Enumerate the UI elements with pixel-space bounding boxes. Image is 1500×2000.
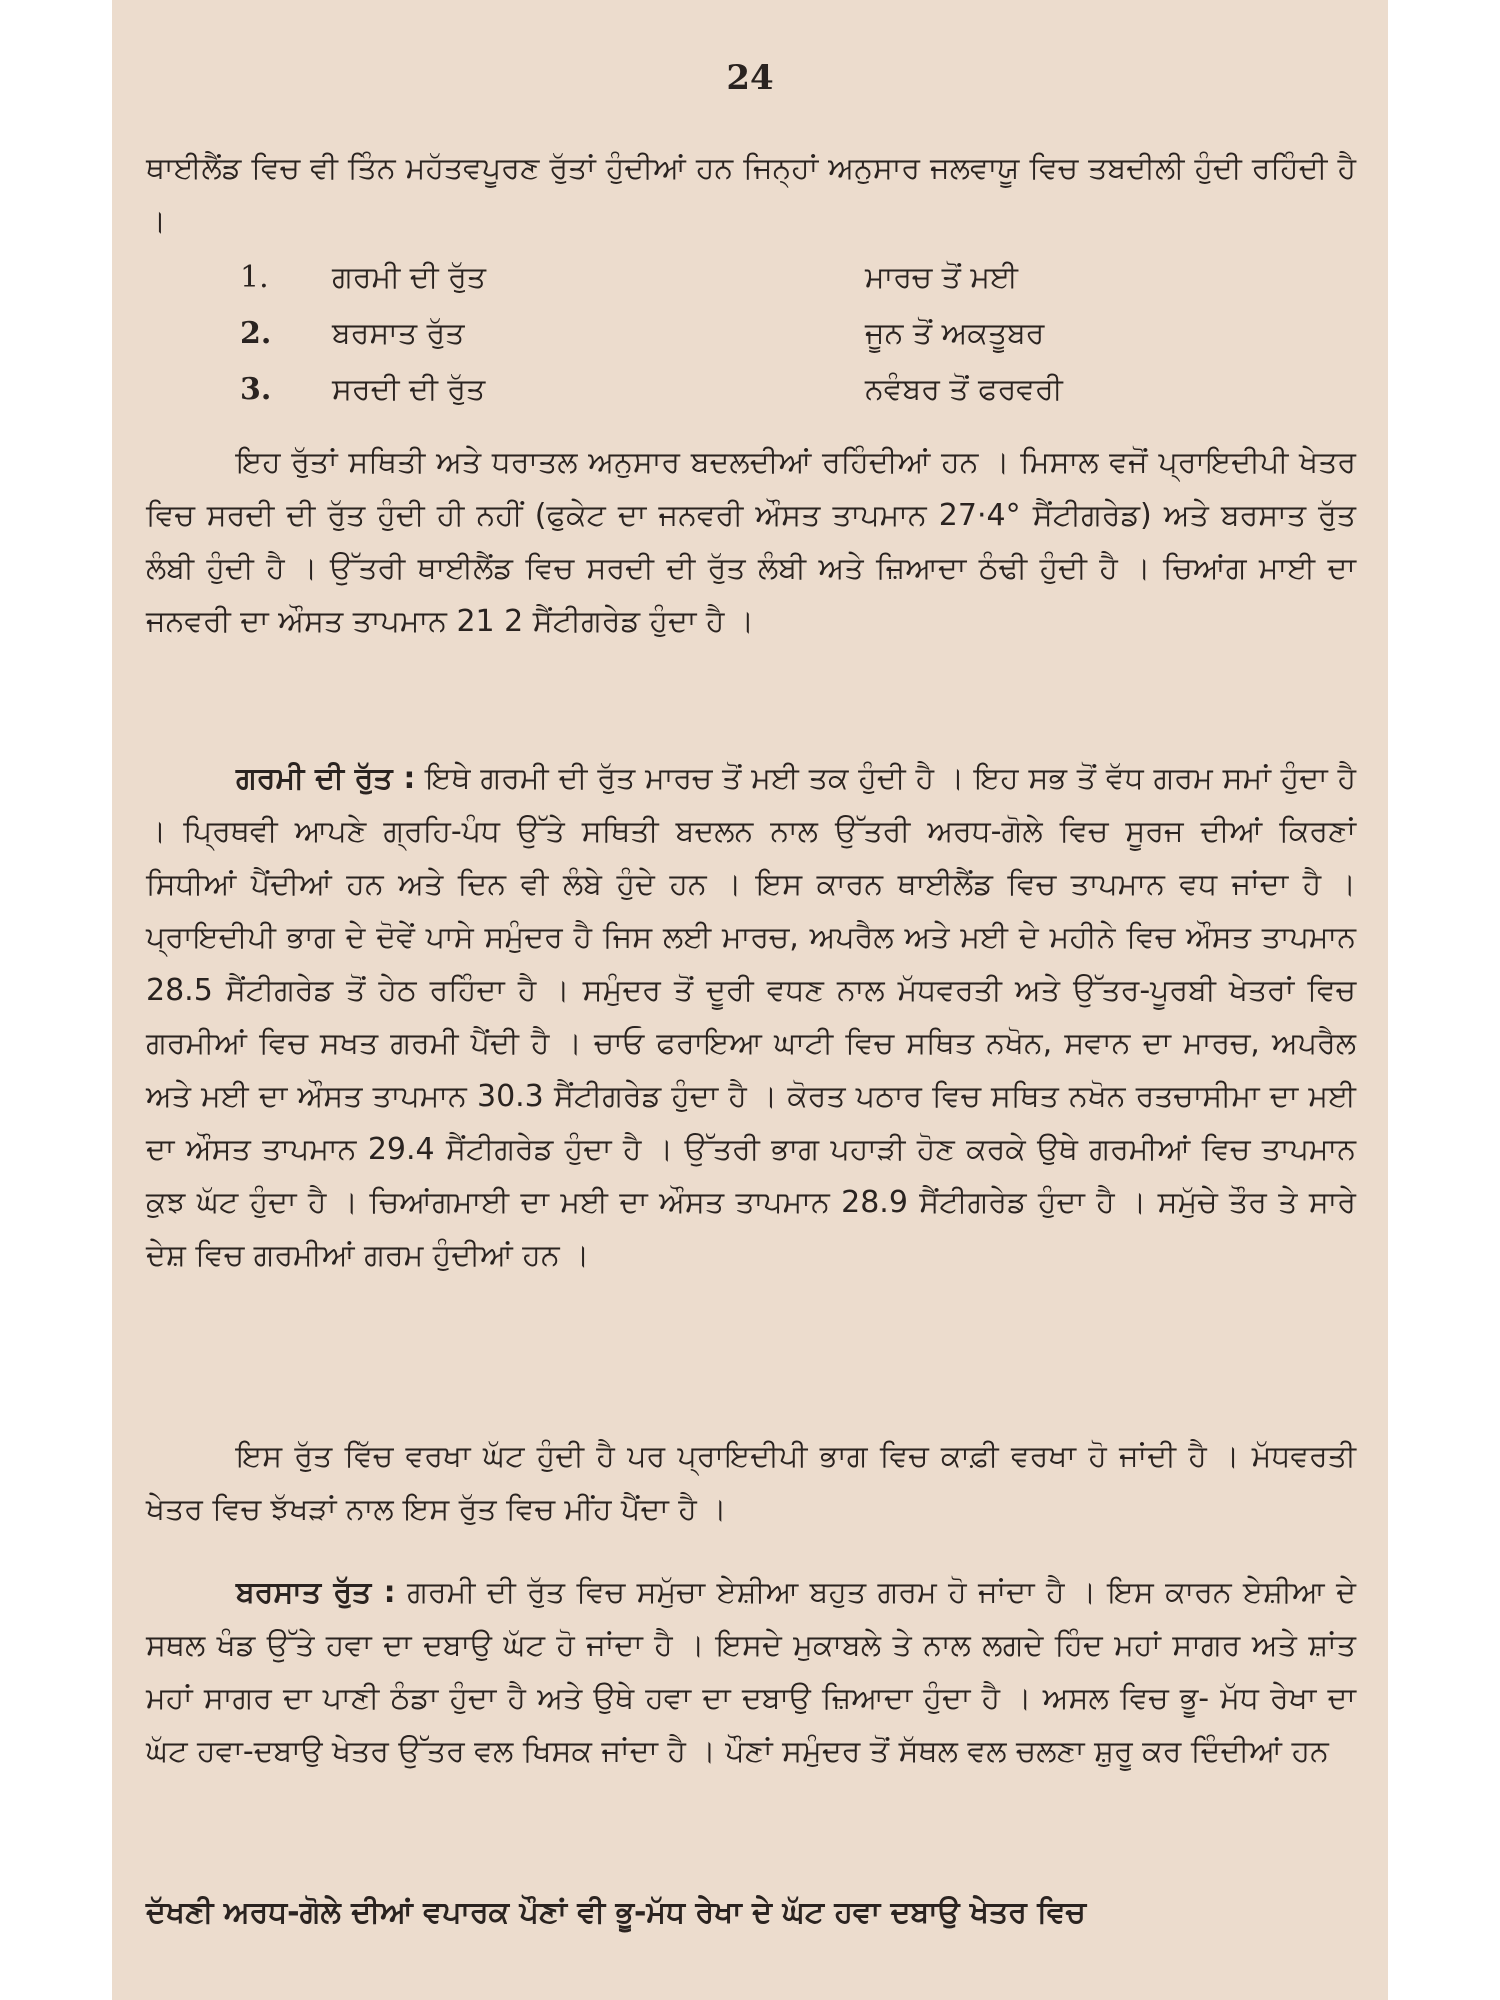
- summer-paragraph: [146, 752, 1356, 1282]
- intro-paragraph: [146, 142, 1356, 248]
- paragraph-summer: [146, 752, 1356, 1282]
- season-number: 1.: [240, 260, 269, 295]
- rainy-heading: ਬਰਸਾਤ ਰੁੱਤ :: [236, 1575, 396, 1610]
- season-row: [240, 372, 1240, 428]
- summer-text: ਇਥੇ ਗਰਮੀ ਦੀ ਰੁੱਤ ਮਾਰਚ ਤੋਂ ਮਈ ਤਕ ਹੁੰਦੀ ਹੈ । ਇਹ ਸਭ ਤੋਂ ਵੱਧ ਗਰਮ ਸਮਾਂ ਹੁੰਦਾ ਹੈ । ਪ੍ਰਿਥਵੀ ਆਪਣੇ ਗ੍ਰਹਿ-ਪੰਧ ਉੱਤੇ ਸਥਿਤੀ ਬਦਲਨ ਨਾਲ ਉੱਤਰੀ ਅਰਧ-ਗੋਲੇ ਵਿਚ ਸੂਰਜ ਦੀਆਂ ਕਿਰਣਾਂ ਸਿਧੀਆਂ ਪੈਂਦੀਆਂ ਹਨ ਅਤੇ ਦਿਨ ਵੀ ਲੰਬੇ ਹੁੰਦੇ ਹਨ । ਇਸ ਕਾਰਨ ਥਾਈਲੈਂਡ ਵਿਚ ਤਾਪਮਾਨ ਵਧ ਜਾਂਦਾ ਹੈ । ਪ੍ਰਾਇਦੀਪੀ ਭਾਗ ਦੇ ਦੋਵੇਂ ਪਾਸੇ ਸਮੁੰਦਰ ਹੈ ਜਿਸ ਲਈ ਮਾਰਚ, ਅਪਰੈਲ ਅਤੇ ਮਈ ਦੇ ਮਹੀਨੇ ਵਿਚ ਔਸਤ ਤਾਪਮਾਨ 28.5 ਸੈਂਟੀਗਰੇਡ ਤੋਂ ਹੇਠ ਰਹਿੰਦਾ ਹੈ । ਸਮੁੰਦਰ ਤੋਂ ਦੂਰੀ ਵਧਣ ਨਾਲ ਮੱਧਵਰਤੀ ਅਤੇ ਉੱਤਰ-ਪੂਰਬੀ ਖੇਤਰਾਂ ਵਿਚ ਗਰਮੀਆਂ ਵਿਚ ਸਖਤ ਗਰਮੀ ਪੈਂਦੀ ਹੈ । ਚਾਓ ਫਰਾਇਆ ਘਾਟੀ ਵਿਚ ਸਥਿਤ ਨਖੋਨ, ਸਵਾਨ ਦਾ ਮਾਰਚ, ਅਪਰੈਲ ਅਤੇ ਮਈ ਦਾ ਔਸਤ ਤਾਪਮਾਨ 30.3 ਸੈਂਟੀਗਰੇਡ ਹੁੰਦਾ ਹੈ । ਕੋਰਤ ਪਠਾਰ ਵਿਚ ਸਥਿਤ ਨਖੋਨ ਰਤਚਾਸੀਮਾ ਦਾ ਮਈ ਦਾ ਔਸਤ ਤਾਪਮਾਨ 29.4 ਸੈਂਟੀਗਰੇਡ ਹੁੰਦਾ ਹੈ । ਉੱਤਰੀ ਭਾਗ ਪਹਾੜੀ ਹੋਣ ਕਰਕੇ ਉਥੇ ਗਰਮੀਆਂ ਵਿਚ ਤਾਪਮਾਨ ਕੁਝ ਘੱਟ ਹੁੰਦਾ ਹੈ । ਚਿਆਂਗਮਾਈ ਦਾ ਮਈ ਦਾ ਔਸਤ ਤਾਪਮਾਨ 28.9 ਸੈਂਟੀਗਰੇਡ ਹੁੰਦਾ ਹੈ । ਸਮੁੱਚੇ ਤੌਰ ਤੇ ਸਾਰੇ ਦੇਸ਼ ਵਿਚ ਗਰਮੀਆਂ ਗਰਮ ਹੁੰਦੀਆਂ ਹਨ ।: [146, 761, 1356, 1273]
- summer-heading: ਗਰਮੀ ਦੀ ਰੁੱਤ :: [236, 761, 416, 796]
- season-months: ਜੂਨ ਤੋਂ ਅਕਤੂਬਰ: [865, 316, 1045, 351]
- paragraph-text: ਇਸ ਰੁੱਤ ਵਿੱਚ ਵਰਖਾ ਘੱਟ ਹੁੰਦੀ ਹੈ ਪਰ ਪ੍ਰਾਇਦੀਪੀ ਭਾਗ ਵਿਚ ਕਾਫ਼ੀ ਵਰਖਾ ਹੋ ਜਾਂਦੀ ਹੈ । ਮੱਧਵਰਤੀ ਖੇਤਰ ਵਿਚ ਝੱਖੜਾਂ ਨਾਲ ਇਸ ਰੁੱਤ ਵਿਚ ਮੀਂਹ ਪੈਂਦਾ ਹੈ ।: [146, 1439, 1356, 1527]
- season-name: ਗਰਮੀ ਦੀ ਰੁੱਤ: [332, 260, 487, 295]
- season-name: ਬਰਸਾਤ ਰੁੱਤ: [332, 316, 465, 351]
- paragraph-text: ਇਹ ਰੁੱਤਾਂ ਸਥਿਤੀ ਅਤੇ ਧਰਾਤਲ ਅਨੁਸਾਰ ਬਦਲਦੀਆਂ ਰਹਿੰਦੀਆਂ ਹਨ । ਮਿਸਾਲ ਵਜੋਂ ਪ੍ਰਾਇਦੀਪੀ ਖੇਤਰ ਵਿਚ ਸਰਦੀ ਦੀ ਰੁੱਤ ਹੁੰਦੀ ਹੀ ਨਹੀਂ (ਫੁਕੇਟ ਦਾ ਜਨਵਰੀ ਔਸਤ ਤਾਪਮਾਨ 27·4° ਸੈਂਟੀਗਰੇਡ) ਅਤੇ ਬਰਸਾਤ ਰੁੱਤ ਲੰਬੀ ਹੁੰਦੀ ਹੈ । ਉੱਤਰੀ ਥਾਈਲੈਂਡ ਵਿਚ ਸਰਦੀ ਦੀ ਰੁੱਤ ਲੰਬੀ ਅਤੇ ਜ਼ਿਆਦਾ ਠੰਢੀ ਹੁੰਦੀ ਹੈ । ਚਿਆਂਗ ਮਾਈ ਦਾ ਜਨਵਰੀ ਦਾ ਔਸਤ ਤਾਪਮਾਨ 21 2 ਸੈਂਟੀਗਰੇਡ ਹੁੰਦਾ ਹੈ ।: [146, 445, 1356, 639]
- season-months: ਨਵੰਬਰ ਤੋਂ ਫਰਵਰੀ: [865, 372, 1063, 407]
- paragraph-seasons-variation: [146, 436, 1356, 648]
- rainy-paragraph: [146, 1566, 1356, 1778]
- page-number: 24: [726, 58, 774, 98]
- season-row: [240, 260, 1240, 316]
- last-line-text: ਦੱਖਣੀ ਅਰਧ-ਗੋਲੇ ਦੀਆਂ ਵਪਾਰਕ ਪੌਣਾਂ ਵੀ ਭੂ-ਮੱਧ ਰੇਖਾ ਦੇ ਘੱਟ ਹਵਾ ਦਬਾਉ ਖੇਤਰ ਵਿਚ: [146, 1895, 1086, 1930]
- book-page: [112, 0, 1388, 2000]
- rainy-text: ਗਰਮੀ ਦੀ ਰੁੱਤ ਵਿਚ ਸਮੁੱਚਾ ਏਸ਼ੀਆ ਬਹੁਤ ਗਰਮ ਹੋ ਜਾਂਦਾ ਹੈ । ਇਸ ਕਾਰਨ ਏਸ਼ੀਆ ਦੇ ਸਥਲ ਖੰਡ ਉੱਤੇ ਹਵਾ ਦਾ ਦਬਾਉ ਘੱਟ ਹੋ ਜਾਂਦਾ ਹੈ । ਇਸਦੇ ਮੁਕਾਬਲੇ ਤੇ ਨਾਲ ਲਗਦੇ ਹਿੰਦ ਮਹਾਂ ਸਾਗਰ ਅਤੇ ਸ਼ਾਂਤ ਮਹਾਂ ਸਾਗਰ ਦਾ ਪਾਣੀ ਠੰਡਾ ਹੁੰਦਾ ਹੈ ਅਤੇ ਉਥੇ ਹਵਾ ਦਾ ਦਬਾਉ ਜ਼ਿਆਦਾ ਹੁੰਦਾ ਹੈ । ਅਸਲ ਵਿਚ ਭੂ- ਮੱਧ ਰੇਖਾ ਦਾ ਘੱਟ ਹਵਾ-ਦਬਾਉ ਖੇਤਰ ਉੱਤਰ ਵਲ ਖਿਸਕ ਜਾਂਦਾ ਹੈ । ਪੌਣਾਂ ਸਮੁੰਦਰ ਤੋਂ ਸੱਥਲ ਵਲ ਚਲਣਾ ਸ਼ੁਰੂ ਕਰ ਦਿੰਦੀਆਂ ਹਨ: [146, 1575, 1356, 1769]
- season-name: ਸਰਦੀ ਦੀ ਰੁੱਤ: [332, 372, 486, 407]
- paragraph-rain-in-summer: [146, 1430, 1356, 1536]
- season-row: [240, 316, 1240, 372]
- season-number: 2.: [240, 316, 272, 351]
- intro-text: ਥਾਈਲੈਂਡ ਵਿਚ ਵੀ ਤਿੰਨ ਮਹੱਤਵਪੂਰਣ ਰੁੱਤਾਂ ਹੁੰਦੀਆਂ ਹਨ ਜਿਨ੍ਹਾਂ ਅਨੁਸਾਰ ਜਲਵਾਯੂ ਵਿਚ ਤਬਦੀਲੀ ਹੁੰਦੀ ਰਹਿੰਦੀ ਹੈ ।: [146, 151, 1356, 239]
- last-line: [146, 1886, 1356, 1939]
- season-months: ਮਾਰਚ ਤੋਂ ਮਈ: [865, 260, 1018, 295]
- paragraph-rainy-season: [146, 1566, 1356, 1778]
- seasons-list: [240, 260, 1240, 428]
- season-number: 3.: [240, 372, 272, 407]
